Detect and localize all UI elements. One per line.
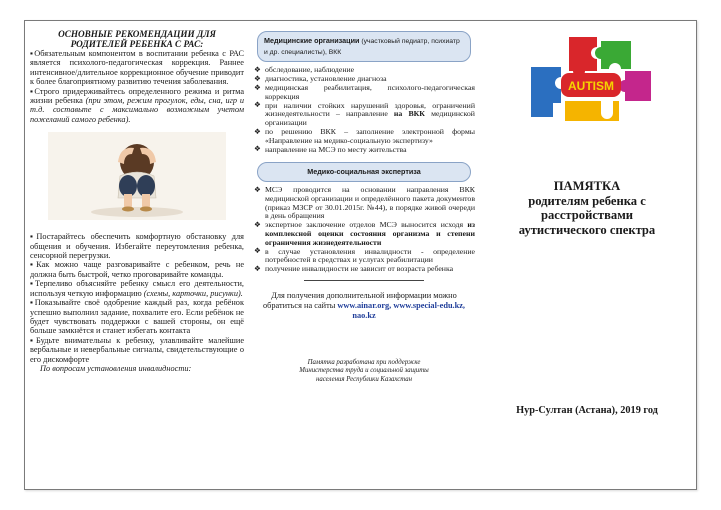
city-year: Нур-Султан (Астана), 2019 год [516, 405, 658, 416]
mse-title: Медико-социальная экспертиза [307, 167, 421, 177]
diamond-bullet-icon: ❖ [254, 73, 261, 83]
autism-puzzle-logo [521, 33, 661, 127]
puzzle-piece-magenta [619, 71, 651, 101]
info-text: Для получения дополнительной информации можно обратиться на сайты www.ainar.org, www.special-edu.kz, nao.kz [262, 290, 466, 320]
link-nao[interactable]: nao.kz [352, 310, 376, 320]
diamond-bullet-icon: ❖ [254, 219, 261, 229]
list-item: ❖ обследование, наблюдение [254, 64, 355, 74]
link-ainar[interactable]: www.ainar.org, [337, 300, 392, 310]
puzzle-piece-red [569, 37, 597, 77]
recommendation-6: ▪Показывайте своё одобрение каждый раз, когда ребёнок успешно выполнил задание, похвалите его. Если ребёнок не будет чувствовать поддержки с вашей стороны, он ещё больше замкнётся и станет избегать контакта [30, 298, 244, 336]
sad-girl-illustration [48, 132, 226, 220]
diamond-bullet-icon: ❖ [254, 246, 261, 256]
cover-column [481, 21, 693, 489]
recommendation-3: ▪Постарайтесь обеспечить комфортную обстановку для общения и обучения. Избегайте переутомления ребенка, сенсорной перегрузки. [30, 232, 244, 261]
diamond-bullet-icon: ❖ [254, 263, 261, 273]
recommendation-7: ▪Будьте внимательны к ребенку, улавливайте малейшие вербальные и невербальные сигналы, свидетельствующие о его дискомфорте [30, 335, 244, 364]
list-item: ❖ в случае установления инвалидности - определение потребностей в средствах и услугах реабилитации [254, 246, 475, 265]
brochure-page [24, 20, 697, 490]
list-item: ❖ по решению ВКК – заполнение электронной формы «Направление на медико-социальную экспертизу» [254, 126, 475, 145]
medical-organizations-list [253, 66, 475, 154]
recommendation-1: ▪Обязательным компонентом в воспитании ребенка с РАС является психолого-педагогическая коррекция. Раннее интенсивное/длительное коррекционное обучение приводит к более благоприятному развитию течения заболевания. [30, 49, 244, 87]
medical-organizations-box [257, 31, 471, 62]
page-title: ПАМЯТКА родителям ребенка с расстройствами аутистического спектра [518, 179, 656, 237]
diamond-bullet-icon: ❖ [254, 126, 261, 136]
medical-organizations-subtitle: (участковый педиатр, психиатр и др. специалисты), ВКК [264, 38, 460, 56]
diamond-bullet-icon: ❖ [254, 64, 261, 74]
list-item: ❖ диагностика, установление диагноза [254, 73, 387, 84]
sad-girl-image [48, 132, 226, 220]
support-note: Памятка разработана при поддержке Министерства труда и социальной защиты населения Республики Казахстан [299, 358, 429, 384]
list-item: ❖ медицинская реабилитация, психолого-педагогическая коррекция [254, 82, 475, 101]
disability-question-note: По вопросам установления инвалидности: [40, 363, 192, 373]
recommendation-5: ▪Терпеливо объясняйте ребенку смысл его деятельности, используя четкую информацию (схемы, карточки, рисунки). [30, 279, 244, 298]
diamond-bullet-icon: ❖ [254, 82, 261, 92]
medical-organizations-title: Медицинские организации [264, 36, 360, 45]
list-item: ❖ направление на МСЭ по месту жительства [254, 144, 407, 154]
recommendation-2: ▪Строго придерживайтесь определенного режима и ритма жизни ребенка (при этом, режим прогулок, еды, сна, игр и т.д. составьте с максимально возможным учетом пожеланий самого ребенка). [30, 86, 244, 124]
recommendations-column [30, 21, 244, 489]
divider-line [304, 280, 424, 281]
diamond-bullet-icon: ❖ [254, 184, 261, 194]
mse-box [257, 162, 471, 182]
list-item: ❖ получение инвалидности не зависит от возраста ребенка [254, 263, 454, 274]
recommendation-4: ▪Как можно чаще разговаривайте с ребенком, речь не должна быть быстрой, четко проговаривайте команды. [30, 260, 244, 279]
diamond-bullet-icon: ❖ [254, 144, 261, 154]
link-special-edu[interactable]: www.special-edu.kz, [393, 300, 466, 310]
diamond-bullet-icon: ❖ [254, 100, 261, 110]
mse-list [253, 186, 475, 273]
puzzle-piece-yellow [565, 101, 619, 121]
recommendations-title: ОСНОВНЫЕ РЕКОМЕНДАЦИИ ДЛЯ РОДИТЕЛЕЙ РЕБЕНКА С РАС: [58, 29, 216, 49]
puzzle-piece-green [595, 41, 631, 69]
list-item: ❖ при наличии стойких нарушений здоровья, ограничений жизнедеятельности – направление на ВКК медицинской организации [254, 100, 475, 128]
autism-logo-text: AUTISM [568, 79, 614, 93]
list-item: ❖ экспертное заключение отделов МСЭ выносится исходя из комплексной оценки состояния организма и степени ограничения жизнедеятельности [254, 219, 475, 247]
procedure-column [253, 21, 475, 489]
list-item: ❖ МСЭ проводится на основании направления ВКК медицинской организации и определённого пакета документов (приказ МЗСР от 30.01.2015г. №44), в порядке живой очереди в день обращения [254, 184, 475, 221]
puzzle-piece-blue [531, 67, 561, 117]
